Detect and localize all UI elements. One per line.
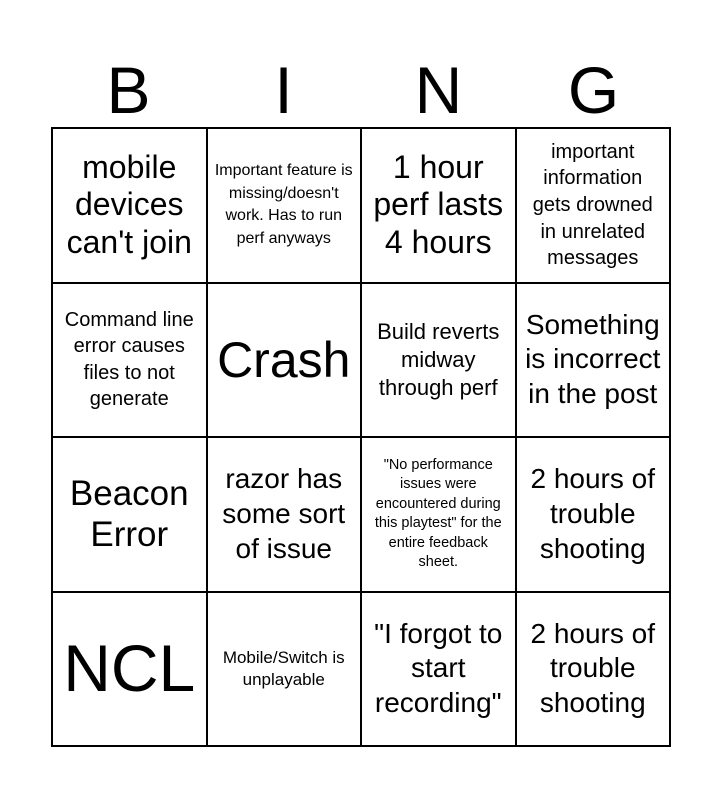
- bingo-cell-r3c2[interactable]: [208, 438, 363, 593]
- bingo-cell-r1c2[interactable]: [208, 129, 363, 284]
- bingo-cell-r1c1[interactable]: [53, 129, 208, 284]
- bingo-cell-r3c4[interactable]: [517, 438, 672, 593]
- bingo-cell-r4c2[interactable]: [208, 593, 363, 748]
- bingo-board: [51, 127, 671, 747]
- bingo-cell-r4c4[interactable]: [517, 593, 672, 748]
- header-letter-g: G: [567, 53, 620, 127]
- cell-label: Something is incorrect in the post: [525, 308, 661, 410]
- bingo-cell-r1c4[interactable]: [517, 129, 672, 284]
- bingo-cell-r2c3[interactable]: [362, 284, 517, 439]
- header-letter-i: I: [274, 53, 293, 127]
- cell-label: Important feature is missing/doesn't work. Has to run perf anyways: [214, 162, 353, 247]
- cell-label: razor has some sort of issue: [222, 463, 346, 564]
- bingo-cell-r3c3[interactable]: [362, 438, 517, 593]
- cell-label: Build reverts midway through perf: [377, 319, 500, 400]
- cell-label: important information gets drowned in unrelated messages: [532, 140, 653, 270]
- bingo-cell-r1c3[interactable]: [362, 129, 517, 284]
- bingo-header: [51, 52, 671, 128]
- bingo-cell-r4c3[interactable]: [362, 593, 517, 748]
- cell-label: "I forgot to start recording": [374, 617, 503, 719]
- cell-label: Crash: [217, 331, 351, 388]
- header-letter-b: B: [106, 53, 151, 127]
- cell-label: Mobile/Switch is unplayable: [222, 647, 345, 689]
- bingo-cell-r2c1[interactable]: [53, 284, 208, 439]
- cell-label: Command line error causes files to not generate: [64, 308, 194, 411]
- bingo-cell-r4c1[interactable]: [53, 593, 208, 748]
- cell-label: 2 hours of trouble shooting: [530, 617, 656, 719]
- cell-label: "No performance issues were encountered during this playtest" for the entire feedback sheet.: [374, 456, 502, 571]
- cell-label: Beacon Error: [69, 473, 189, 555]
- header-letter-n: N: [414, 53, 463, 127]
- bingo-cell-r2c4[interactable]: [517, 284, 672, 439]
- bingo-cell-r2c2[interactable]: [208, 284, 363, 439]
- cell-label: 1 hour perf lasts 4 hours: [373, 148, 504, 261]
- cell-label: NCL: [63, 631, 196, 706]
- cell-label: 2 hours of trouble shooting: [530, 463, 656, 564]
- bingo-cell-r3c1[interactable]: [53, 438, 208, 593]
- cell-label: mobile devices can't join: [66, 148, 192, 261]
